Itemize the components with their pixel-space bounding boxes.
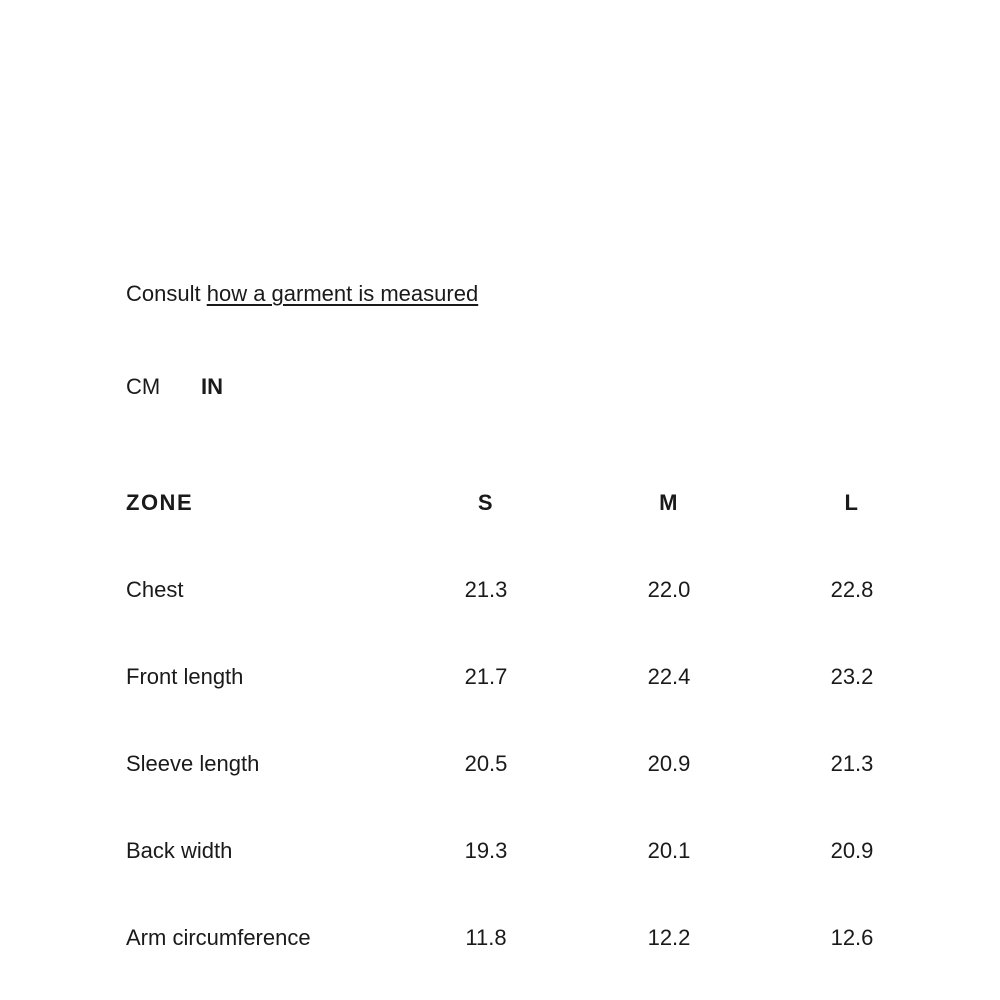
value-s: 21.7 <box>464 664 508 689</box>
value-m: 22.4 <box>647 664 691 689</box>
table-row <box>126 836 886 923</box>
value-l: 22.8 <box>830 577 874 602</box>
table-row <box>126 923 886 1000</box>
value-s: 20.5 <box>464 751 508 776</box>
header-size-s: S <box>477 490 495 515</box>
how-measured-link[interactable]: how a garment is measured <box>206 281 479 306</box>
table-header-row <box>126 488 886 575</box>
zone-label: Front length <box>126 664 244 689</box>
value-l: 21.3 <box>830 751 874 776</box>
value-m: 22.0 <box>647 577 691 602</box>
value-s: 21.3 <box>464 577 508 602</box>
header-zone: ZONE <box>126 490 194 515</box>
value-l: 20.9 <box>830 838 874 863</box>
value-s: 11.8 <box>465 925 507 950</box>
table-row <box>126 662 886 749</box>
zone-label: Sleeve length <box>126 751 260 776</box>
consult-line <box>126 279 478 309</box>
value-m: 12.2 <box>647 925 691 950</box>
unit-cm-option[interactable]: CM <box>126 374 161 399</box>
unit-toggle <box>126 372 223 402</box>
zone-label: Chest <box>126 577 184 602</box>
unit-in-option[interactable]: IN <box>201 374 223 399</box>
value-l: 12.6 <box>830 925 874 950</box>
value-m: 20.1 <box>647 838 691 863</box>
size-table <box>126 488 886 1000</box>
table-row <box>126 575 886 662</box>
table-row <box>126 749 886 836</box>
header-size-m: M <box>659 490 679 515</box>
header-size-l: L <box>844 490 860 515</box>
value-l: 23.2 <box>830 664 874 689</box>
zone-label: Arm circumference <box>126 925 311 950</box>
zone-label: Back width <box>126 838 233 863</box>
value-m: 20.9 <box>647 751 691 776</box>
consult-prefix: Consult <box>126 281 207 306</box>
value-s: 19.3 <box>464 838 508 863</box>
